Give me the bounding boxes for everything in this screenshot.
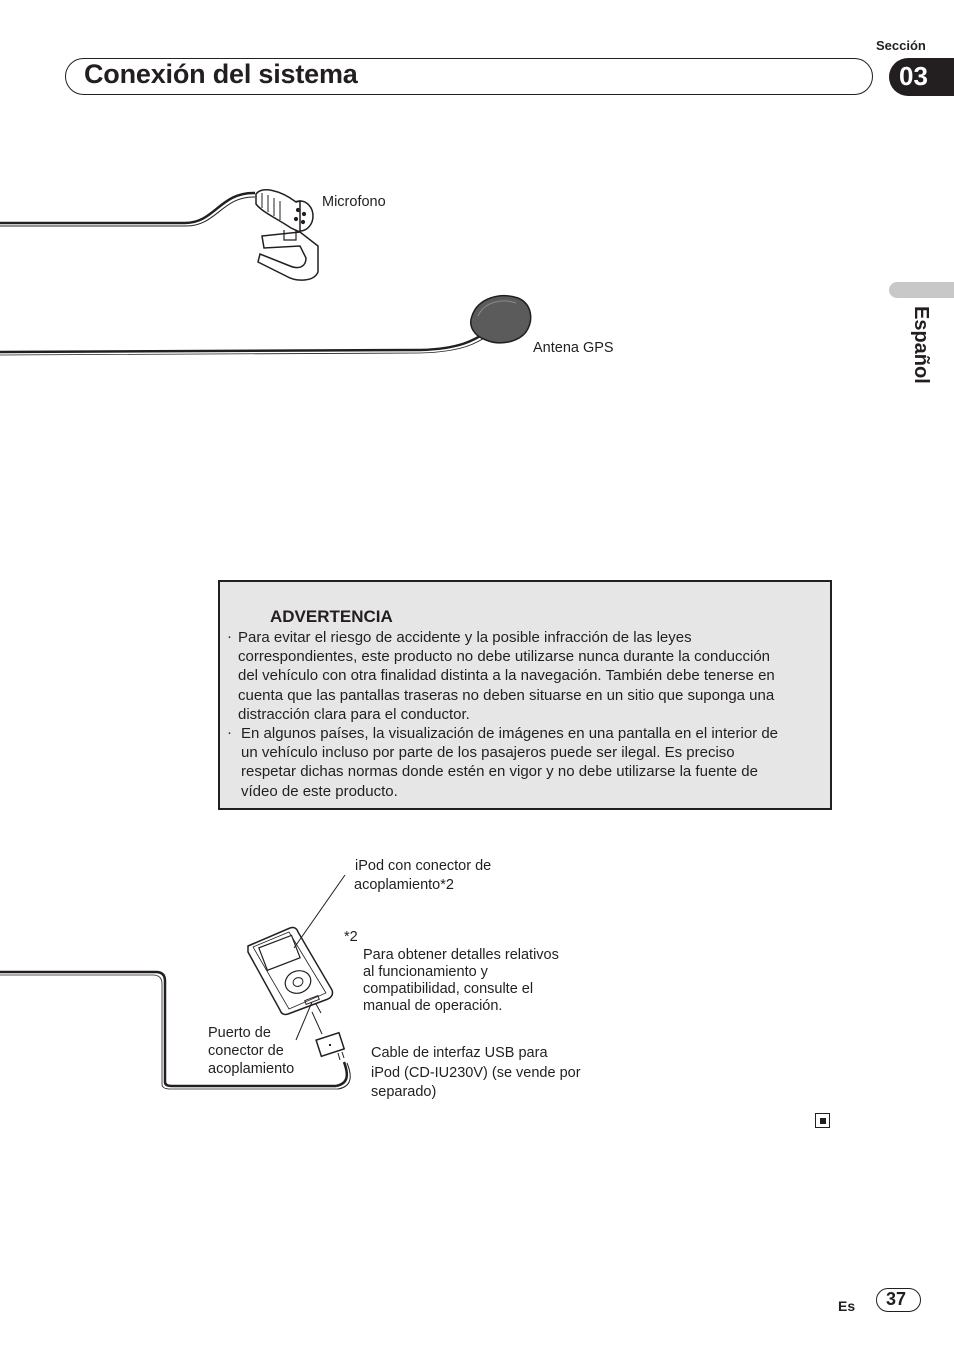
dock-port-label xyxy=(208,1024,294,1078)
ipod-illustration xyxy=(0,875,350,1089)
warning-item xyxy=(238,628,775,724)
footnote-line: manual de operación. xyxy=(363,998,503,1014)
warning-line: del vehículo con otra finalidad distinta a la navegación. También debe tenerse en xyxy=(238,667,775,685)
cable-label xyxy=(371,1044,581,1103)
page-title: Conexión del sistema xyxy=(84,59,358,89)
cable-label-line: Cable de interfaz USB para xyxy=(371,1045,548,1061)
warning-line: En algunos países, la visualización de imágenes en una pantalla en el interior de xyxy=(241,725,779,742)
warning-line: un vehículo incluso por parte de los pasajeros puede ser ilegal. Es preciso xyxy=(241,744,735,762)
dock-port-line: Puerto de xyxy=(208,1025,271,1041)
warning-line: respetar dichas normas donde estén en vigor y no debe utilizarse la fuente de xyxy=(241,763,758,781)
ipod-label-line: iPod con conector de xyxy=(355,858,492,874)
footnote-line: al funcionamiento y xyxy=(363,964,488,980)
cable-label-line: separado) xyxy=(371,1084,437,1100)
ipod-label-line: acoplamiento*2 xyxy=(354,877,454,893)
gps-antenna-label: Antena GPS xyxy=(533,340,614,356)
ipod-label xyxy=(355,857,491,895)
warning-line: vídeo de este producto. xyxy=(241,782,398,800)
warning-line: correspondientes, este producto no debe utilizarse nunca durante la conducción xyxy=(238,648,771,666)
microphone-illustration xyxy=(0,190,318,280)
microphone-label: Microfono xyxy=(322,194,386,210)
dock-port-line: acoplamiento xyxy=(208,1061,295,1077)
end-of-section-icon-inner xyxy=(820,1118,826,1124)
footnote-line: compatibilidad, consulte el xyxy=(363,981,534,997)
warning-line: cuenta que las pantallas traseras no deben situarse en un sitio que suponga una xyxy=(238,686,775,704)
warning-item xyxy=(241,724,778,801)
language-label: Español xyxy=(910,306,932,384)
section-label: Sección xyxy=(876,38,926,53)
warning-title: ADVERTENCIA xyxy=(270,607,393,626)
page-number: 37 xyxy=(886,1289,907,1309)
cable-label-line: iPod (CD-IU230V) (se vende por xyxy=(371,1064,581,1081)
warning-bullet: · xyxy=(227,724,232,741)
warning-line: distracción clara para el conductor. xyxy=(238,705,470,723)
section-number: 03 xyxy=(899,61,928,91)
warning-line: Para evitar el riesgo de accidente y la posible infracción de las leyes xyxy=(238,629,692,646)
gps-antenna-illustration xyxy=(0,296,531,355)
language-code: Es xyxy=(838,1298,856,1314)
footnote-marker: *2 xyxy=(344,929,358,945)
dock-port-line: conector de xyxy=(208,1043,284,1059)
footnote-text xyxy=(363,947,559,1015)
warning-bullet: · xyxy=(227,628,232,645)
footnote-line: Para obtener detalles relativos xyxy=(363,947,559,963)
